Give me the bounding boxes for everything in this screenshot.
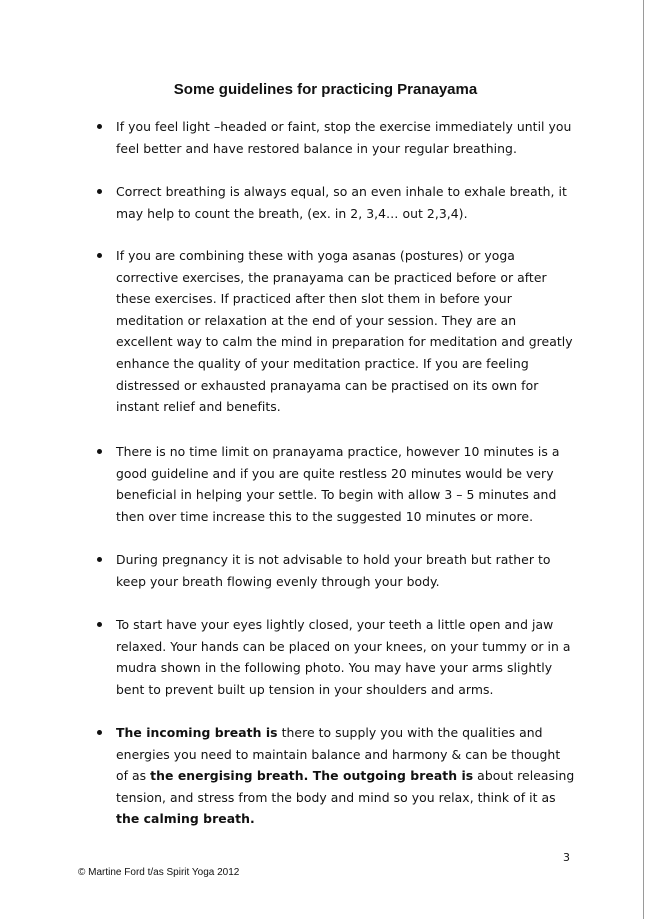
footer-copyright: © Martine Ford t/as Spirit Yoga 2012: [78, 867, 240, 878]
list-item-text: [116, 722, 576, 830]
bold-calming-breath: the calming breath.: [116, 811, 255, 827]
page-title: Some guidelines for practicing Pranayama: [173, 81, 478, 98]
list-item-text: If you feel light –headed or faint, stop the exercise immediately until you feel better and have restored balance in your regular breathing.: [116, 119, 572, 156]
list-item-text: During pregnancy it is not advisable to hold your breath but rather to keep your breath flowing evenly through your body.: [116, 552, 551, 589]
page-number: 3: [563, 851, 570, 864]
bullet-dot-icon: [97, 730, 102, 735]
bullet-dot-icon: [97, 449, 102, 454]
list-item-text: There is no time limit on pranayama practice, however 10 minutes is a good guideline and if you are quite restless 20 minutes would be very beneficial in helping your settle. To begin with allow 3 – 5 minutes and then over time increase this to the suggested 10 minutes or more.: [116, 444, 560, 524]
bullet-dot-icon: [97, 557, 102, 562]
bold-incoming-breath: The incoming breath is: [116, 725, 278, 740]
bullet-dot-icon: [97, 189, 102, 194]
list-item-text: To start have your eyes lightly closed, your teeth a little open and jaw relaxed. Your hands can be placed on your knees, on your tummy or in a mudra shown in the following photo. You may have your arms slightly bent to prevent built up tension in your shoulders and arms.: [116, 617, 571, 697]
bold-energising-breath: the energising breath. The outgoing breath is: [150, 768, 474, 784]
list-item-text: Correct breathing is always equal, so an even inhale to exhale breath, it may help to count the breath, (ex. in 2, 3,4… out 2,3,4).: [116, 184, 567, 221]
bullet-dot-icon: [97, 253, 102, 258]
text-segment: there to supply you with the qualities and energies you need to maintain balance and harmony & can be thought of as: [116, 725, 561, 784]
bullet-dot-icon: [97, 622, 102, 627]
page-edge-line: [643, 0, 644, 919]
list-item-text: If you are combining these with yoga asanas (postures) or yoga corrective exercises, the pranayama can be practiced before or after these exercises. If practiced after then slot them in before your meditation or relaxation at the end of your session. They are an excellent way to calm the mind in preparation for meditation and greatly enhance the quality of your meditation practice. If you are feeling distressed or exhausted pranayama can be practised on its own for instant relief and benefits.: [116, 248, 573, 415]
text-segment: about releasing tension, and stress from the body and mind so you relax, think of it as: [116, 768, 575, 805]
bullet-dot-icon: [97, 124, 102, 129]
